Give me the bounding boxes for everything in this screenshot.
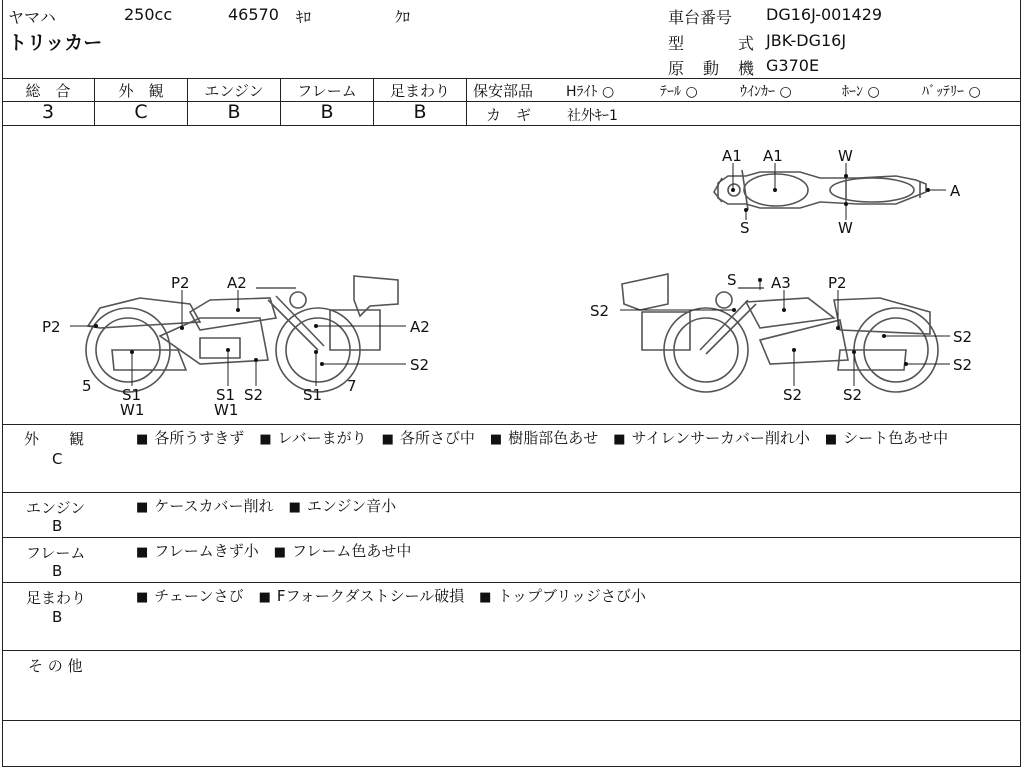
remarks-divider [2, 650, 1021, 651]
grade-value-engine: B [227, 101, 241, 123]
diag-left-label: P2 [42, 318, 61, 336]
mileage-unit: ｷﾛ [296, 8, 312, 26]
bullet-icon: ■ [824, 432, 838, 447]
safety-label: 保安部品 [473, 82, 534, 100]
remarks-divider [2, 492, 1021, 493]
remark-category-other: そ の 他 [28, 657, 83, 675]
diag-left-label: A2 [227, 274, 247, 292]
remark-category-suspension: 足まわり [26, 589, 87, 607]
remark-text-engine: ■ ケースカバー削れ ■ エンジン音小 [136, 497, 397, 515]
diag-right-label: S2 [843, 386, 863, 404]
remark-grade-exterior: C [52, 450, 63, 468]
bike-left-view [86, 276, 398, 392]
safety-item-tail: ﾃｰﾙ ○ [660, 84, 698, 100]
safety-mid-line [467, 101, 1021, 102]
remarks-divider [2, 720, 1021, 721]
bullet-icon: ■ [288, 500, 301, 515]
grade-value-frame: B [320, 101, 334, 123]
remark-grade-frame: B [52, 562, 63, 580]
safety-item-battery: ﾊﾞｯﾃﾘｰ ○ [922, 84, 981, 100]
diag-left-label: 7 [347, 377, 357, 395]
diag-left-label: P2 [171, 274, 190, 292]
remark-text-frame: ■ フレームきず小 ■ フレーム色あせ中 [136, 542, 412, 560]
diag-left-label: W1 [120, 401, 145, 419]
diag-right-label: S [727, 271, 737, 289]
grade-value-overall: 3 [41, 101, 55, 123]
maker: ヤマハ [8, 8, 56, 27]
bullet-icon: ■ [259, 432, 272, 447]
safety-item-winker: ｳｲﾝｶｰ ○ [740, 84, 792, 100]
safety-item-horn: ﾎｰﾝ ○ [842, 84, 880, 100]
engine-label-3: 機 [738, 59, 755, 78]
frame-no-label: 車台番号 [668, 8, 733, 27]
diag-left-label: W1 [214, 401, 239, 419]
engine-label-2: 動 [703, 59, 720, 78]
remarks-divider [2, 537, 1021, 538]
color: ｸﾛ [395, 8, 411, 26]
remark-category-frame: フレーム [26, 544, 86, 562]
bullet-icon: ■ [258, 590, 271, 605]
diag-left-label: S2 [244, 386, 264, 404]
type-value: JBK-DG16J [766, 31, 847, 50]
diag-left-label: S1 [216, 386, 236, 404]
grade-header-frame: フレーム [297, 82, 357, 100]
diag-top-label: A1 [763, 147, 783, 165]
bike-top-view [714, 170, 926, 210]
grade-header-suspension: 足まわり [389, 82, 450, 100]
diag-left-label: S2 [410, 356, 430, 374]
key-label: カ ギ [486, 106, 532, 124]
key-value: 社外ｷｰ1 [567, 108, 618, 124]
grade-value-exterior: C [134, 101, 148, 123]
diag-right-label: S2 [953, 328, 973, 346]
grade-col-divider [466, 78, 467, 125]
bullet-icon: ■ [479, 590, 492, 605]
grade-header-engine: エンジン [204, 82, 264, 100]
safety-item-headlight: Hﾗｲﾄ ○ [566, 84, 615, 100]
diag-top-label: A [950, 182, 961, 200]
engine-label-1: 原 [668, 59, 685, 78]
diag-top-label: S [740, 219, 750, 237]
remark-grade-engine: B [52, 517, 63, 535]
bullet-icon: ■ [489, 432, 503, 447]
remarks-top-line [2, 424, 1021, 425]
grade-header-exterior: 外 観 [118, 82, 164, 100]
diag-right-label: A3 [771, 274, 791, 292]
diag-right-label: S2 [783, 386, 803, 404]
diag-left-label: S1 [303, 386, 323, 404]
remark-category-exterior: 外 観 [24, 430, 85, 448]
model-name: トリッカー [8, 32, 103, 54]
displacement: 250cc [124, 5, 173, 24]
grade-header-overall: 総 合 [25, 82, 71, 100]
diag-left-label: 5 [82, 377, 92, 395]
remark-grade-suspension: B [52, 608, 63, 626]
diag-top-label: A1 [722, 147, 742, 165]
remarks-divider [2, 582, 1021, 583]
diag-right-label: S2 [953, 356, 973, 374]
remark-text-suspension: ■ チェーンさび ■ Fフォークダストシール破損 ■ トップブリッジさび小 [136, 587, 646, 605]
type-label-1: 型 [668, 34, 685, 53]
bullet-icon: ■ [136, 545, 149, 560]
diag-top-label: W [838, 147, 853, 165]
bullet-icon: ■ [381, 432, 394, 447]
engine-value: G370E [766, 56, 820, 75]
bullet-icon: ■ [273, 545, 287, 560]
diag-left-label: S1 [122, 386, 142, 404]
bullet-icon: ■ [136, 500, 149, 515]
grade-value-suspension: B [413, 101, 427, 123]
diag-right-label: P2 [828, 274, 847, 292]
damage-diagram [0, 126, 1024, 426]
diag-top-label: W [838, 219, 853, 237]
bullet-icon: ■ [613, 432, 626, 447]
diag-right-label: S2 [590, 302, 610, 320]
grade-top-line [2, 78, 1021, 79]
bullet-icon: ■ [136, 432, 149, 447]
type-label-2: 式 [738, 34, 755, 53]
mileage: 46570 [228, 5, 279, 24]
remark-text-exterior: ■ 各所うすきず ■ レバーまがり ■ 各所さび中 ■ 樹脂部色あせ ■ サイレンサーカバー削れ小 ■ シート色あせ中 [136, 429, 949, 447]
bullet-icon: ■ [136, 590, 149, 605]
remark-category-engine: エンジン [26, 499, 86, 517]
frame-no: DG16J-001429 [766, 5, 883, 24]
diag-left-label: A2 [410, 318, 430, 336]
